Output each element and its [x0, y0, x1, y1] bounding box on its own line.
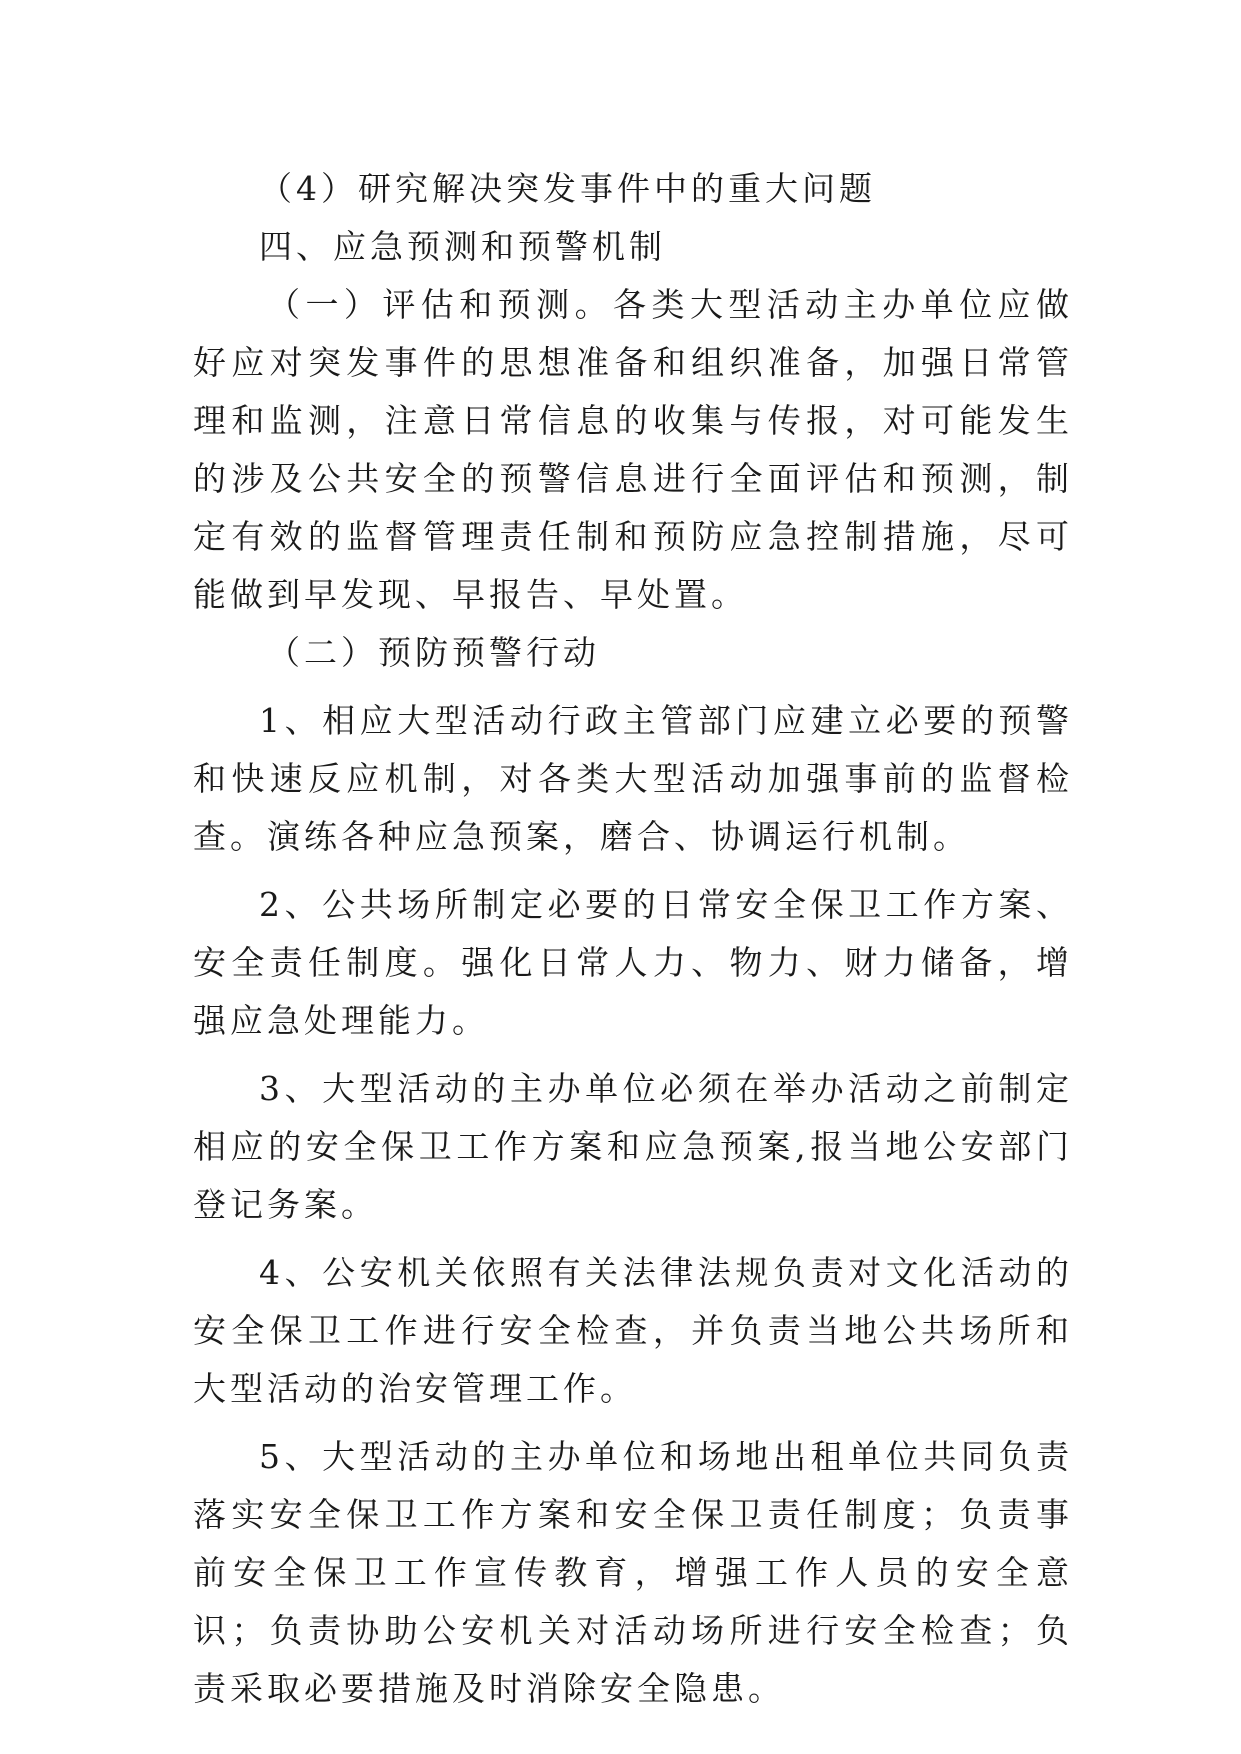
document-body [193, 160, 1073, 1718]
paragraph-item-4: （4）研究解决突发事件中的重大问题 [259, 169, 876, 208]
paragraph-point-3: 3、大型活动的主办单位必须在举办活动之前制定相应的安全保卫工作方案和应急预案,报当地公安部门登记务案。 [193, 1069, 1073, 1224]
subheading-prevention-warning: （二）预防预警行动 [267, 633, 600, 672]
section-heading-four: 四、应急预测和预警机制 [259, 227, 666, 266]
paragraph-point-5: 5、大型活动的主办单位和场地出租单位共同负责落实安全保卫工作方案和安全保卫责任制度；负责事前安全保卫工作宣传教育，增强工作人员的安全意识；负责协助公安机关对活动场所进行安全检查；负责采取必要措施及时消除安全隐患。 [193, 1437, 1073, 1708]
paragraph-assessment-prediction: （一）评估和预测。各类大型活动主办单位应做好应对突发事件的思想准备和组织准备，加强日常管理和监测，注意日常信息的收集与传报，对可能发生的涉及公共安全的预警信息进行全面评估和预测，制定有效的监督管理责任制和预防应急控制措施，尽可能做到早发现、早报告、早处置。 [193, 285, 1073, 614]
paragraph-point-4: 4、公安机关依照有关法律法规负责对文化活动的安全保卫工作进行安全检查，并负责当地公共场所和大型活动的治安管理工作。 [193, 1253, 1073, 1408]
paragraph-point-2: 2、公共场所制定必要的日常安全保卫工作方案、安全责任制度。强化日常人力、物力、财力储备，增强应急处理能力。 [193, 885, 1073, 1040]
paragraph-point-1: 1、相应大型活动行政主管部门应建立必要的预警和快速反应机制，对各类大型活动加强事前的监督检查。演练各种应急预案，磨合、协调运行机制。 [193, 701, 1073, 856]
